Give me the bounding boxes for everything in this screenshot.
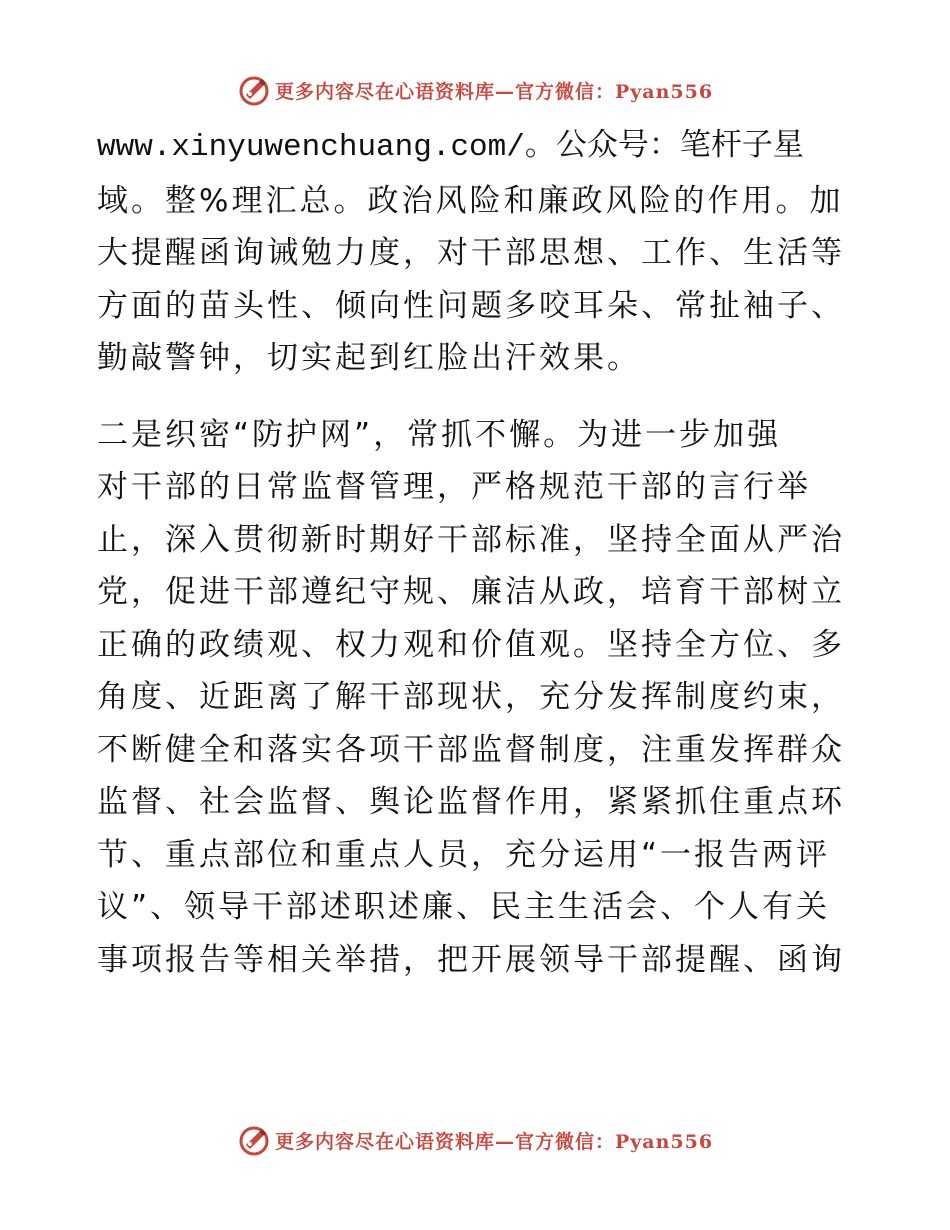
text-line: 监督、社会监督、舆论监督作用，紧紧抓住重点环 — [97, 784, 845, 820]
pen-seal-icon — [237, 1123, 271, 1157]
text-line: 议”、领导干部述职述廉、民主生活会、个人有关 — [97, 889, 831, 925]
text-line: 大提醒函询诫勉力度，对干部思想、工作、生活等 — [97, 235, 845, 271]
footer-banner-text: 更多内容尽在心语资料库—官方微信：Pyan556 — [274, 1130, 714, 1153]
header-banner — [0, 70, 950, 110]
paragraph-1 — [97, 122, 857, 385]
text-line: 勤敲警钟，切实起到红脸出汗效果。 — [97, 340, 641, 376]
paragraph-2 — [97, 409, 857, 987]
text-line: 不断健全和落实各项干部监督制度，注重发挥群众 — [97, 731, 845, 768]
text-line: 止，深入贯彻新时期好干部标准，坚持全面从严治 — [97, 521, 845, 558]
footer-banner — [0, 1120, 950, 1160]
text-line: 党，促进干部遵纪守规、廉洁从政，培育干部树立 — [97, 574, 845, 610]
pen-seal-icon — [237, 73, 271, 107]
text-line: www.xinyuwenchuang.com/。公众号：笔杆子星 — [97, 130, 804, 165]
text-line: 角度、近距离了解干部现状，充分发挥制度约束， — [97, 679, 845, 715]
text-line: 对干部的日常监督管理，严格规范干部的言行举 — [97, 469, 811, 505]
document-body — [97, 122, 857, 986]
text-line: 事项报告等相关举措，把开展领导干部提醒、函询 — [97, 941, 845, 978]
header-banner-text: 更多内容尽在心语资料库—官方微信：Pyan556 — [274, 80, 714, 103]
text-line: 二是织密“防护网”，常抓不懈。为进一步加强 — [97, 416, 782, 453]
text-line: 节、重点部位和重点人员，充分运用“一报告两评 — [97, 836, 831, 873]
text-line: 方面的苗头性、倾向性问题多咬耳朵、常扯袖子、 — [97, 287, 845, 324]
text-line: 正确的政绩观、权力观和价值观。坚持全方位、多 — [97, 626, 845, 663]
text-line: 域。整%理汇总。政治风险和廉政风险的作用。加 — [97, 182, 844, 219]
